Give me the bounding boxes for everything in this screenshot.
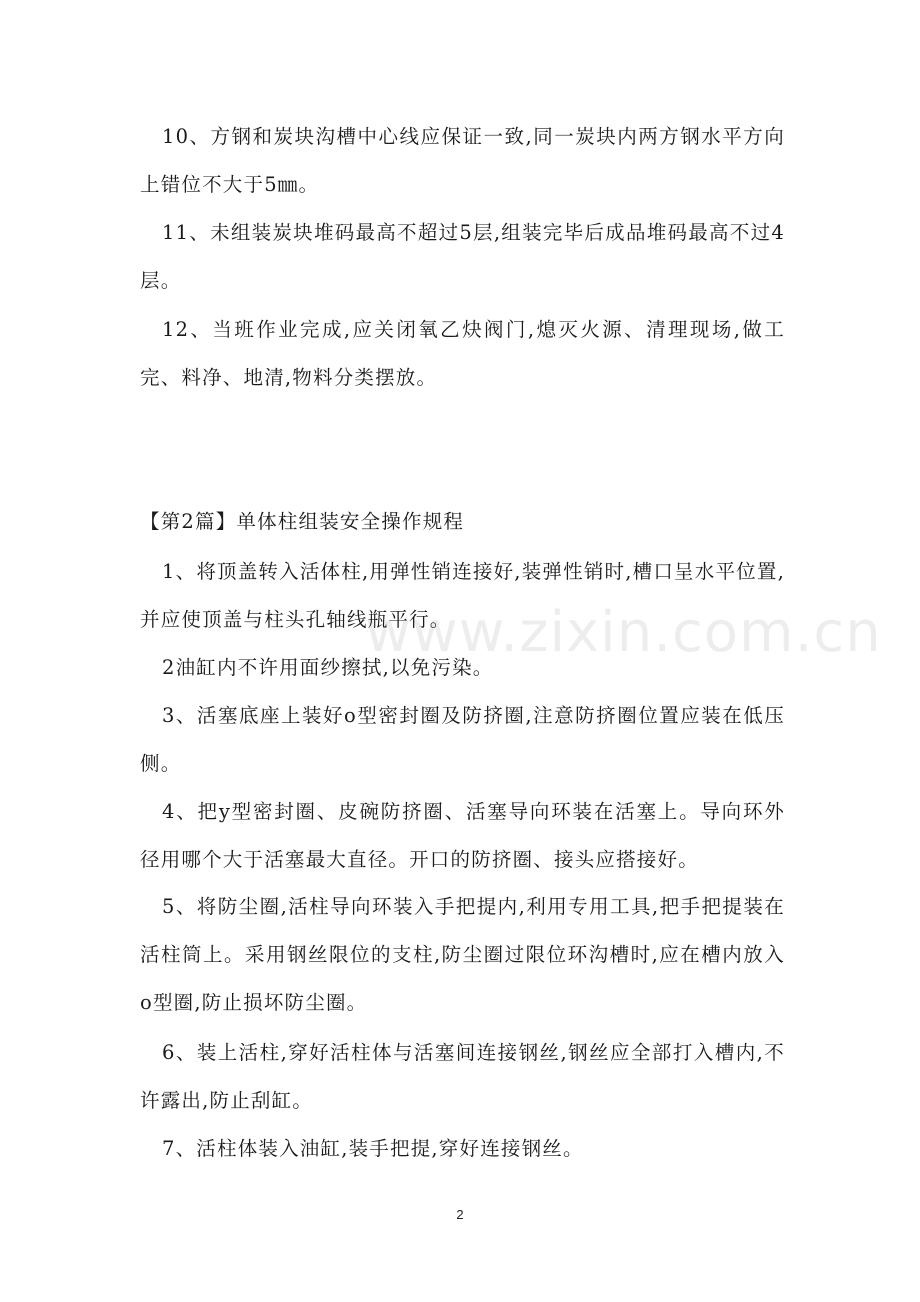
watermark: www.zixin.com.cn: [365, 600, 882, 665]
paragraph-10: 10、方钢和炭块沟槽中心线应保证一致,同一炭块内两方钢水平方向上错位不大于5㎜。: [140, 125, 785, 196]
paragraph-step-1: 1、将顶盖转入活体柱,用弹性销连接好,装弹性销时,槽口呈水平位置,并应使顶盖与柱头孔轴线瓶平行。: [140, 560, 785, 631]
paragraph-step-7: 7、活柱体装入油缸,装手把提,穿好连接钢丝。: [162, 1137, 584, 1160]
paragraph-step-3: 3、活塞底座上装好o型密封圈及防挤圈,注意防挤圈位置应装在低压侧。: [140, 704, 785, 775]
paragraph-11: 11、未组装炭块堆码最高不超过5层,组装完毕后成品堆码最高不过4层。: [140, 221, 785, 292]
paragraph-step-4: 4、把y型密封圈、皮碗防挤圈、活塞导向环装在活塞上。导向环外径用哪个大于活塞最大直径。开口的防挤圈、接头应搭接好。: [140, 800, 785, 871]
paragraph-12: 12、当班作业完成,应关闭氧乙炔阀门,熄灭火源、清理现场,做工完、料净、地清,物料分类摆放。: [140, 318, 785, 389]
paragraph-step-5: 5、将防尘圈,活柱导向环装入手把提内,利用专用工具,把手把提装在活柱筒上。采用钢丝限位的支柱,防尘圈过限位环沟槽时,应在槽内放入o型圈,防止损坏防尘圈。: [140, 895, 785, 1014]
paragraph-step-2: 2油缸内不许用面纱擦拭,以免污染。: [162, 656, 494, 679]
page-number: 2: [456, 1207, 464, 1222]
paragraph-step-6: 6、装上活柱,穿好活柱体与活塞间连接钢丝,钢丝应全部打入槽内,不许露出,防止刮缸。: [140, 1041, 785, 1112]
section-heading: 【第2篇】单体柱组装安全操作规程: [140, 510, 465, 533]
